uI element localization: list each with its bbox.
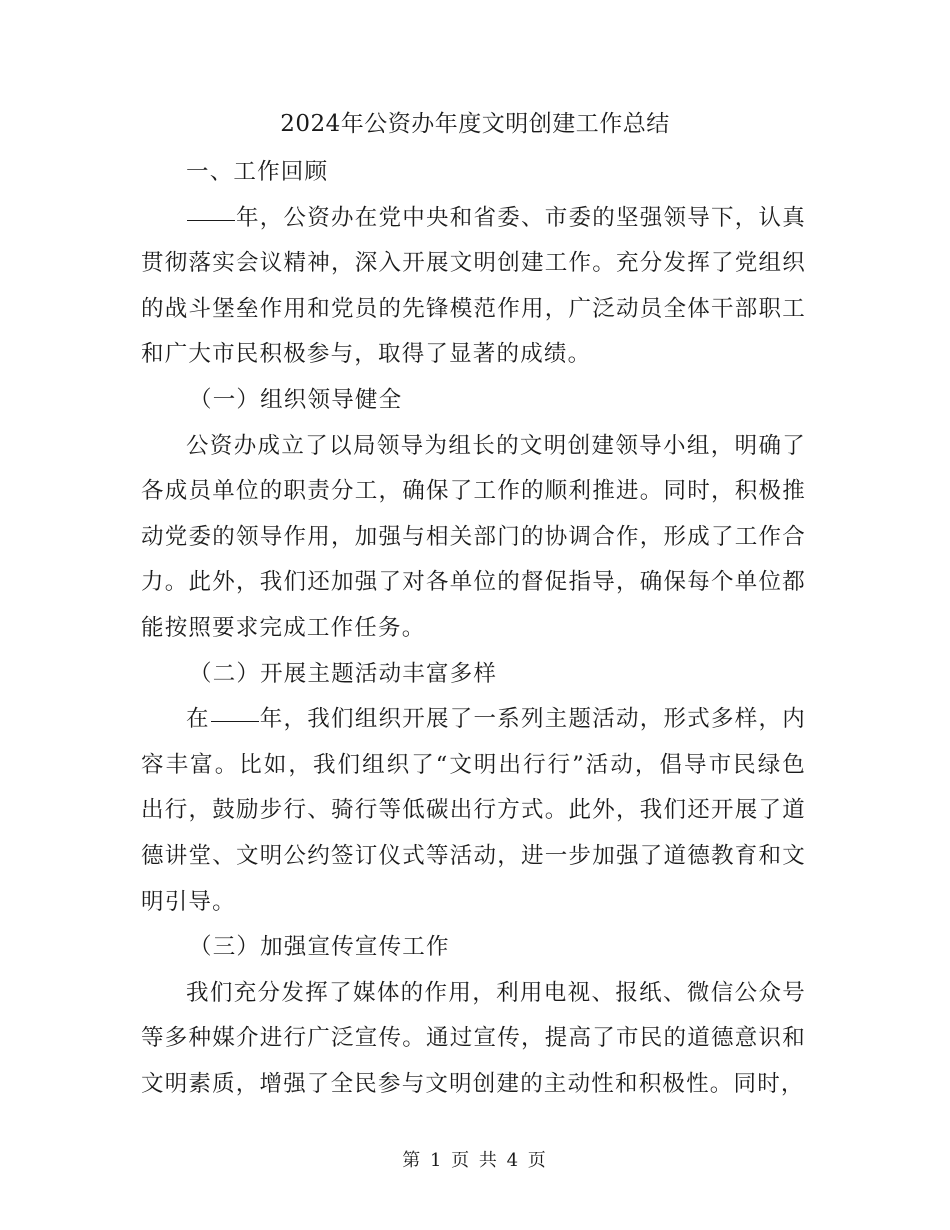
paragraph-activities (141, 697, 806, 925)
fill-in-blank (211, 720, 259, 722)
fill-in-blank (187, 219, 235, 221)
paragraph-overview (141, 196, 806, 378)
paragraph-publicity: 我们充分发挥了媒体的作用，利用电视、报纸、微信公众号等多种媒介进行广泛宣传。通过宣传，提高了市民的道德意识和文明素质，增强了全民参与文明创建的主动性和积极性。同时， (141, 979, 806, 1097)
paragraph-organization: 公资办成立了以局领导为组长的文明创建领导小组，明确了各成员单位的职责分工，确保了工作的顺利推进。同时，积极推动党委的领导作用，加强与相关部门的协调合作，形成了工作合力。此外，我们还加强了对各单位的督促指导，确保每个单位都能按照要求完成工作任务。 (141, 432, 806, 641)
subheading-publicity: （三）加强宣传宣传工作 (189, 934, 450, 961)
paragraph-activities-prefix: 在 (186, 706, 210, 733)
paragraph-overview-text: 年，公资办在党中央和省委、市委的坚强领导下，认真贯彻落实会议精神，深入开展文明创建工作。充分发挥了党组织的战斗堡垒作用和党员的先锋模范作用，广泛动员全体干部职工和广大市民积极参与，取得了显著的成绩。 (141, 204, 806, 368)
subheading-activities: （二）开展主题活动丰富多样 (189, 660, 498, 687)
document-title: 2024年公资办年度文明创建工作总结 (280, 111, 670, 137)
page-number-footer: 第 1 页 共 4 页 (402, 1150, 548, 1171)
document-body (141, 150, 806, 1107)
section-heading-work-review: 一、工作回顾 (186, 159, 329, 185)
subheading-organization: （一）组织领导健全 (189, 386, 403, 413)
paragraph-activities-text: 年，我们组织开展了一系列主题活动，形式多样，内容丰富。比如，我们组织了“文明出行行”活动，倡导市民绿色出行，鼓励步行、骑行等低碳出行方式。此外，我们还开展了道德讲堂、文明公约签订仪式等活动，进一步加强了道德教育和文明引导。 (141, 706, 806, 915)
